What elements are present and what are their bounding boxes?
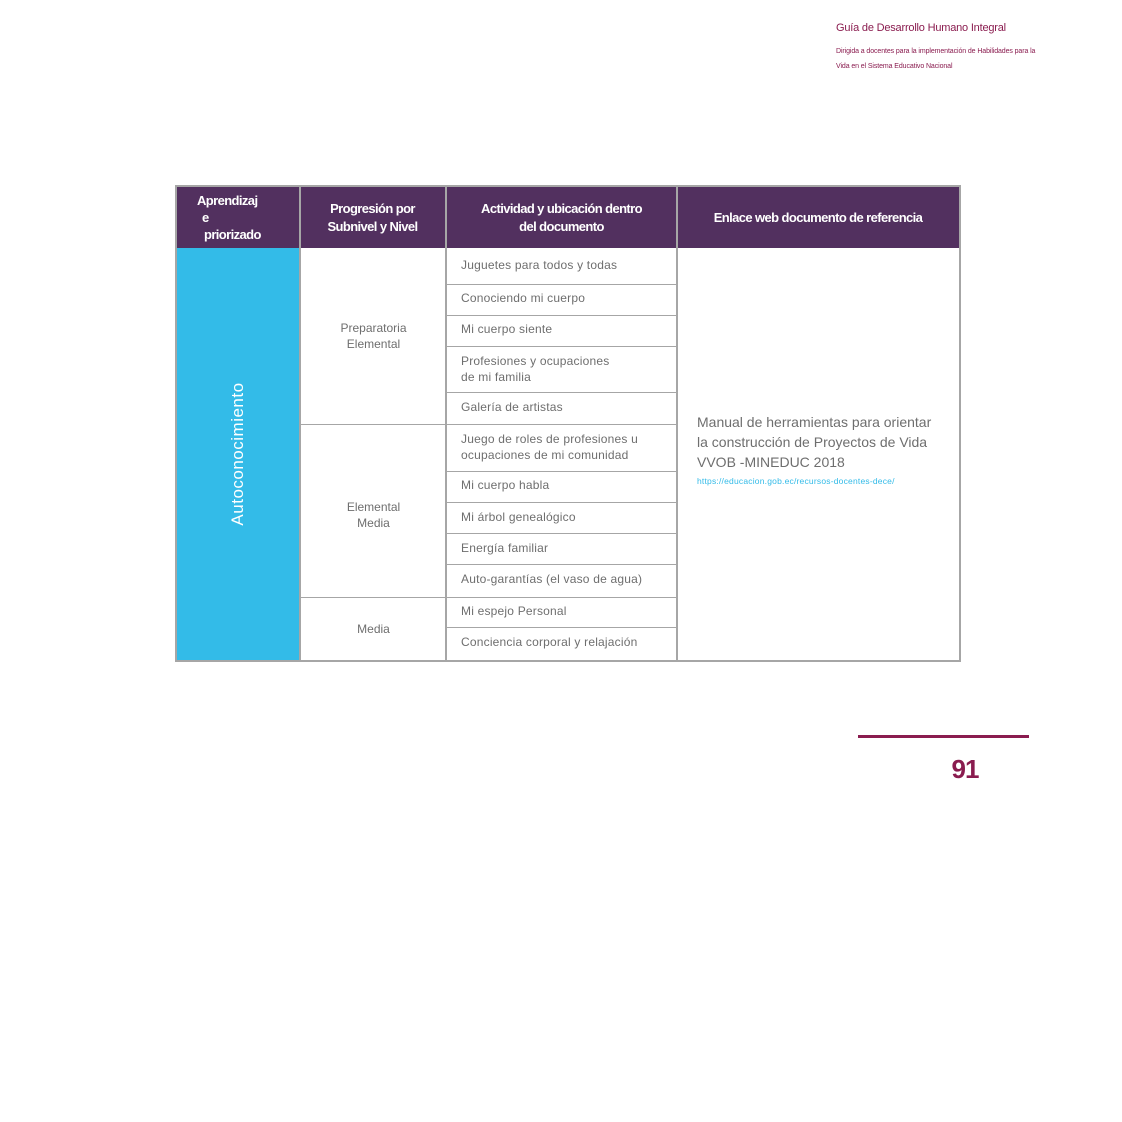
activity-text: Juego de roles de profesiones u [461, 432, 638, 446]
reference-text: VVOB -MINEDUC 2018 [697, 454, 845, 470]
row-divider [447, 284, 676, 285]
activity-item [461, 509, 671, 525]
activity-text: Conciencia corporal y relajación [461, 635, 638, 649]
reference-link[interactable]: https://educacion.gob.ec/recursos-docentes-dece/ [697, 476, 895, 486]
row-divider [447, 346, 676, 347]
activity-text: Mi cuerpo siente [461, 322, 553, 336]
activity-item [461, 290, 671, 306]
row-divider [447, 533, 676, 534]
activity-item [461, 571, 671, 587]
header-cell-aprendizaje [177, 187, 299, 248]
level-text: Media [357, 516, 390, 530]
header-cell-enlace: Enlace web documento de referencia [677, 187, 959, 248]
activity-text: de mi familia [461, 370, 531, 384]
activity-text: Mi espejo Personal [461, 604, 567, 618]
row-divider [447, 564, 676, 565]
activity-text: Mi cuerpo habla [461, 478, 550, 492]
activity-text: Juguetes para todos y todas [461, 258, 618, 272]
level-text: Elemental [346, 500, 401, 514]
level-cell [301, 248, 446, 424]
activity-text: Energía familiar [461, 541, 549, 555]
reference-text: la construcción de Proyectos de Vida [697, 434, 928, 450]
activity-item [461, 540, 671, 556]
page-number: 91 [951, 754, 979, 784]
row-divider [447, 315, 676, 316]
activity-item [461, 603, 671, 619]
activity-item [461, 257, 671, 273]
activity-item [461, 321, 671, 337]
row-divider [447, 392, 676, 393]
activity-item [461, 431, 671, 463]
level-cell [301, 425, 446, 597]
topic-cell [177, 248, 299, 660]
activity-item [461, 477, 671, 493]
header-cell-actividad [446, 187, 677, 248]
level-text: Elemental [346, 337, 401, 351]
page-number-rule [858, 735, 1029, 738]
activity-text: Auto-garantías (el vaso de agua) [461, 572, 643, 586]
running-header [836, 22, 1096, 74]
reference-cell [697, 412, 947, 486]
header-text: Actividad y ubicación dentro [481, 200, 642, 216]
header-text: Subnivel y Nivel [327, 218, 418, 234]
activity-item [461, 353, 671, 385]
topic-label: Autoconocimiento [228, 382, 247, 526]
row-divider [447, 424, 676, 425]
row-divider [447, 471, 676, 472]
header-text: Aprendizaj [197, 193, 258, 208]
header-text: e [202, 210, 209, 225]
reference-text: Manual de herramientas para orientar [697, 414, 932, 430]
level-text: Media [357, 622, 390, 636]
activity-item [461, 399, 671, 415]
activity-text: ocupaciones de mi comunidad [461, 448, 629, 462]
activity-item [461, 634, 671, 650]
header-title: Guía de Desarrollo Humano Integral [836, 22, 1006, 34]
header-text: del documento [519, 218, 604, 234]
header-subtitle-line: Dirigida a docentes para la implementación de Habilidades para la [836, 48, 1036, 55]
row-divider [447, 502, 676, 503]
level-cell [301, 598, 446, 660]
column-divider [676, 187, 678, 660]
header-text: Progresión por [330, 200, 415, 216]
activity-text: Profesiones y ocupaciones [461, 354, 610, 368]
row-divider [447, 627, 676, 628]
activities-table [175, 185, 961, 662]
header-cell-progresion [299, 187, 446, 248]
activity-text: Conociendo mi cuerpo [461, 291, 586, 305]
header-subtitle-line: Vida en el Sistema Educativo Nacional [836, 63, 953, 70]
activity-text: Mi árbol genealógico [461, 510, 576, 524]
header-subtitle [836, 44, 1096, 74]
activity-text: Galería de artistas [461, 400, 563, 414]
row-divider [447, 597, 676, 598]
level-text: Preparatoria [340, 321, 407, 335]
reference-title [697, 412, 947, 472]
header-text: priorizado [204, 227, 261, 242]
